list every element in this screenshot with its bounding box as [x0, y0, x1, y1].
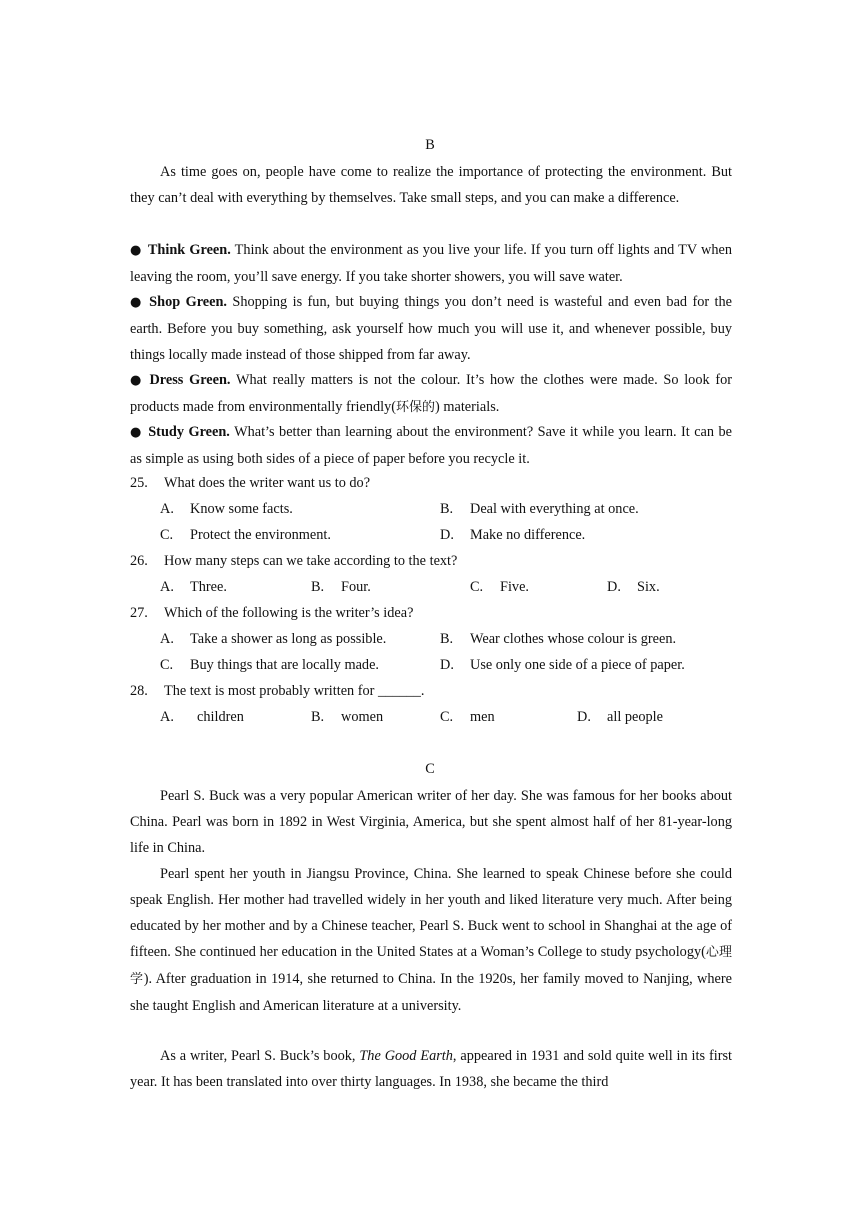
- section-b-heading: B: [425, 137, 435, 153]
- option-28-c[interactable]: C. men: [440, 709, 495, 725]
- bullet-icon: ●: [130, 373, 144, 388]
- option-26-a[interactable]: A. Three.: [160, 579, 227, 595]
- book-title: The Good Earth: [359, 1048, 453, 1064]
- option-27-b[interactable]: B. Wear clothes whose colour is green.: [440, 631, 677, 647]
- bullet-title: Dress Green.: [149, 372, 231, 388]
- question-number: 27.: [130, 605, 148, 621]
- question-27: [130, 605, 413, 622]
- bullet-icon: ●: [130, 295, 144, 310]
- bullet-icon: ●: [130, 425, 143, 440]
- option-28-a[interactable]: A. children: [160, 709, 244, 725]
- bullet-text: Shopping is fun, but buying things you don’t need is wasteful and even bad for the earth. Before you buy something, ask yourself how much you will use it, and whenever possible, buy things locally made instead of those shipped from far away.: [130, 294, 732, 363]
- question-number: 28.: [130, 683, 148, 699]
- bullet-text: What really matters is not the colour. It’s how the clothes were made. So look for products made from environmentally friendly(: [130, 372, 733, 415]
- section-b-intro: As time goes on, people have come to realize the importance of protecting the environment. But they can’t deal with everything by themselves. Take small steps, and you can make a difference.: [130, 164, 732, 206]
- option-27-a[interactable]: A. Take a shower as long as possible.: [160, 631, 387, 647]
- question-28: [130, 683, 424, 700]
- section-c-paragraph-3: As a writer, Pearl S. Buck’s book, The Good Earth, appeared in 1931 and sold quite well in its first year. It has been translated into over thirty languages. In 1938, she became the third: [130, 1048, 732, 1090]
- option-27-d[interactable]: D. Use only one side of a piece of paper.: [440, 657, 685, 673]
- option-27-c[interactable]: C. Buy things that are locally made.: [160, 657, 379, 673]
- option-25-c[interactable]: C. Protect the environment.: [160, 527, 331, 543]
- bullet-title: Think Green.: [147, 242, 231, 258]
- question-number: 25.: [130, 475, 148, 491]
- bullet-title: Shop Green.: [149, 294, 227, 310]
- question-26: [130, 553, 457, 570]
- question-text: How many steps can we take according to the text?: [164, 553, 458, 569]
- bullet-think-green: [130, 237, 732, 290]
- option-26-b[interactable]: B. Four.: [311, 579, 371, 595]
- chinese-gloss: 环保的: [396, 400, 436, 415]
- bullet-text: What’s better than learning about the environment? Save it while you learn. It can be as simple as using both sides of a piece of paper before you recycle it.: [130, 424, 732, 467]
- bullet-study-green: [130, 419, 732, 472]
- section-c-paragraph-1: Pearl S. Buck was a very popular American writer of her day. She was famous for her books about China. Pearl was born in 1892 in West Virginia, America, but she spent almost half of her 81-year-long life in China.: [130, 788, 732, 856]
- question-text: The text is most probably written for ______.: [164, 683, 425, 699]
- question-25: [130, 475, 370, 492]
- bullet-text: Think about the environment as you live your life. If you turn off lights and TV when leaving the room, you’ll save energy. If you take shorter showers, you will save water.: [130, 242, 733, 285]
- question-number: 26.: [130, 553, 148, 569]
- option-25-d[interactable]: D. Make no difference.: [440, 527, 586, 543]
- question-text: What does the writer want us to do?: [164, 475, 371, 491]
- option-26-d[interactable]: D. Six.: [607, 579, 660, 595]
- bullet-dress-green: [130, 367, 732, 421]
- option-25-a[interactable]: A. Know some facts.: [160, 501, 293, 517]
- option-26-c[interactable]: C. Five.: [470, 579, 529, 595]
- option-28-b[interactable]: B. women: [311, 709, 384, 725]
- chinese-gloss: 心理学: [130, 945, 732, 987]
- bullet-shop-green: [130, 289, 732, 368]
- option-25-b[interactable]: B. Deal with everything at once.: [440, 501, 639, 517]
- section-c-paragraph-2: Pearl spent her youth in Jiangsu Province, China. She learned to speak Chinese before she could speak English. Her mother had travelled widely in her youth and liked literature very much. After being educated by her mother and by a Chinese teacher, Pearl S. Buck went to school in Shanghai at the age of fifteen. She continued her education in the United States at a Woman’s College to study psychology(心理学). After graduation in 1914, she returned to China. In the 1920s, her family moved to Nanjing, where she taught English and American literature at a university.: [130, 866, 732, 1014]
- section-c-heading: C: [425, 761, 435, 777]
- bullet-text-end: ) materials.: [435, 399, 500, 415]
- question-text: Which of the following is the writer’s idea?: [164, 605, 414, 621]
- bullet-title: Study Green.: [148, 424, 230, 440]
- bullet-icon: ●: [130, 243, 142, 258]
- option-28-d[interactable]: D. all people: [577, 709, 663, 725]
